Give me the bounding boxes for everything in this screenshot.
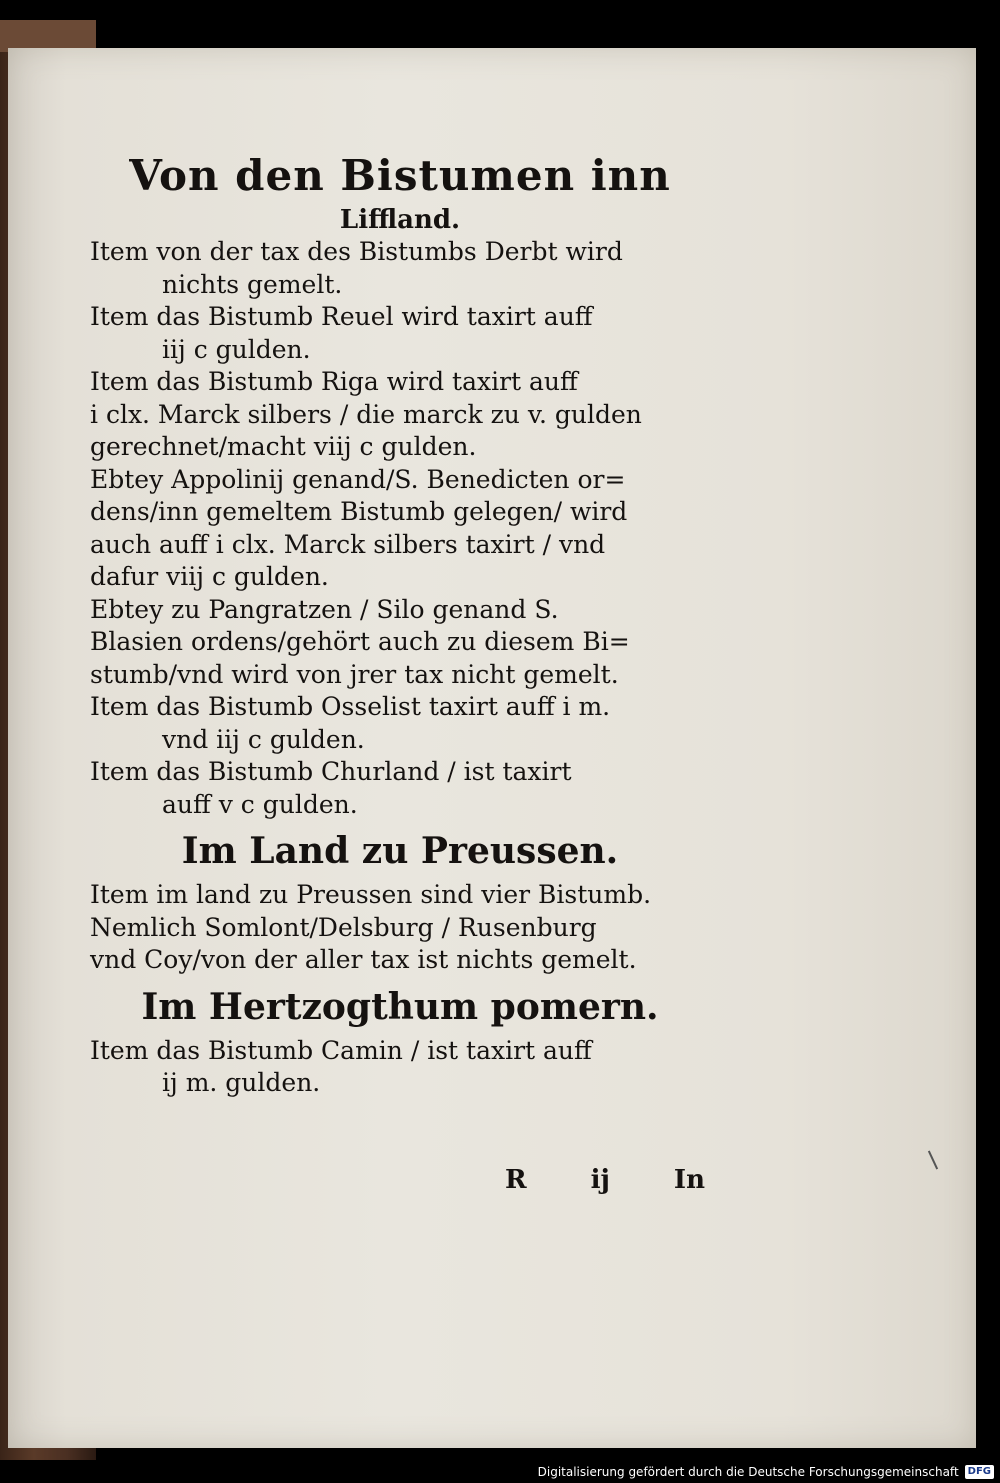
entry-line: Blasien ordens/gehört auch zu diesem Bi= — [90, 627, 630, 656]
entry-line: Item das Bistumb Reuel wird taxirt auff — [90, 302, 593, 331]
entry-line: dafur viij c gulden. — [90, 562, 329, 591]
entry-preussen — [90, 879, 710, 977]
digitization-ribbon — [530, 1461, 1000, 1483]
entry-line: stumb/vnd wird von jrer tax nicht gemelt. — [90, 659, 619, 689]
entry-reuel — [90, 301, 710, 366]
entry-line: i clx. Marck silbers / die marck zu v. gulden — [90, 399, 642, 429]
entry-line: dens/inn gemeltem Bistumb gelegen/ wird — [90, 497, 628, 526]
entry-line: Nemlich Somlont/Delsburg / Rusenburg — [90, 912, 597, 942]
entry-appolinij — [90, 464, 710, 594]
entry-line: auff v c gulden. — [162, 789, 358, 819]
catchword: In — [673, 1165, 705, 1195]
entry-line: nichts gemelt. — [162, 269, 343, 299]
entry-line: Item im land zu Preussen sind vier Bistumb. — [90, 880, 652, 909]
entry-line: gerechnet/macht viij c gulden. — [90, 432, 477, 461]
entry-churland — [90, 756, 710, 821]
entry-line: Item das Bistumb Riga wird taxirt auff — [90, 367, 578, 396]
entry-line: ij m. gulden. — [162, 1068, 321, 1097]
entry-derbt — [90, 236, 710, 301]
page-text — [90, 150, 710, 1100]
section-heading-pomern: Im Hertzogthum pomern. — [141, 985, 659, 1028]
entry-line: vnd iij c gulden. — [162, 724, 365, 754]
dfg-logo-icon: DFG — [965, 1465, 994, 1479]
entry-line: Item das Bistumb Camin / ist taxirt auff — [90, 1035, 592, 1065]
entry-line: vnd Coy/von der aller tax ist nichts gemelt. — [90, 945, 637, 974]
entry-line: auch auff i clx. Marck silbers taxirt / vnd — [90, 529, 606, 559]
entry-pangratzen — [90, 594, 710, 692]
ribbon-text: Digitalisierung gefördert durch die Deutsche Forschungsgemeinschaft — [537, 1465, 959, 1479]
page-subtitle: Liffland. — [339, 205, 461, 235]
entry-line: Ebtey zu Pangratzen / Silo genand S. — [90, 594, 559, 624]
signature-mark: R — [505, 1165, 527, 1195]
page-title: Von den Bistumen inn — [129, 151, 671, 200]
entry-line: iij c gulden. — [162, 334, 311, 364]
page-footer — [505, 1165, 705, 1195]
entry-line: Item von der tax des Bistumbs Derbt wird — [90, 237, 623, 266]
entry-camin — [90, 1035, 710, 1100]
entry-line: Item das Bistumb Churland / ist taxirt — [90, 757, 572, 786]
entry-riga — [90, 366, 710, 464]
entry-line: Item das Bistumb Osselist taxirt auff i m. — [90, 692, 611, 721]
section-heading-preussen: Im Land zu Preussen. — [181, 830, 619, 872]
entry-ossel — [90, 691, 710, 756]
signature-number: ij — [590, 1165, 610, 1195]
entry-line: Ebtey Appolinij genand/S. Benedicten or= — [90, 464, 626, 494]
